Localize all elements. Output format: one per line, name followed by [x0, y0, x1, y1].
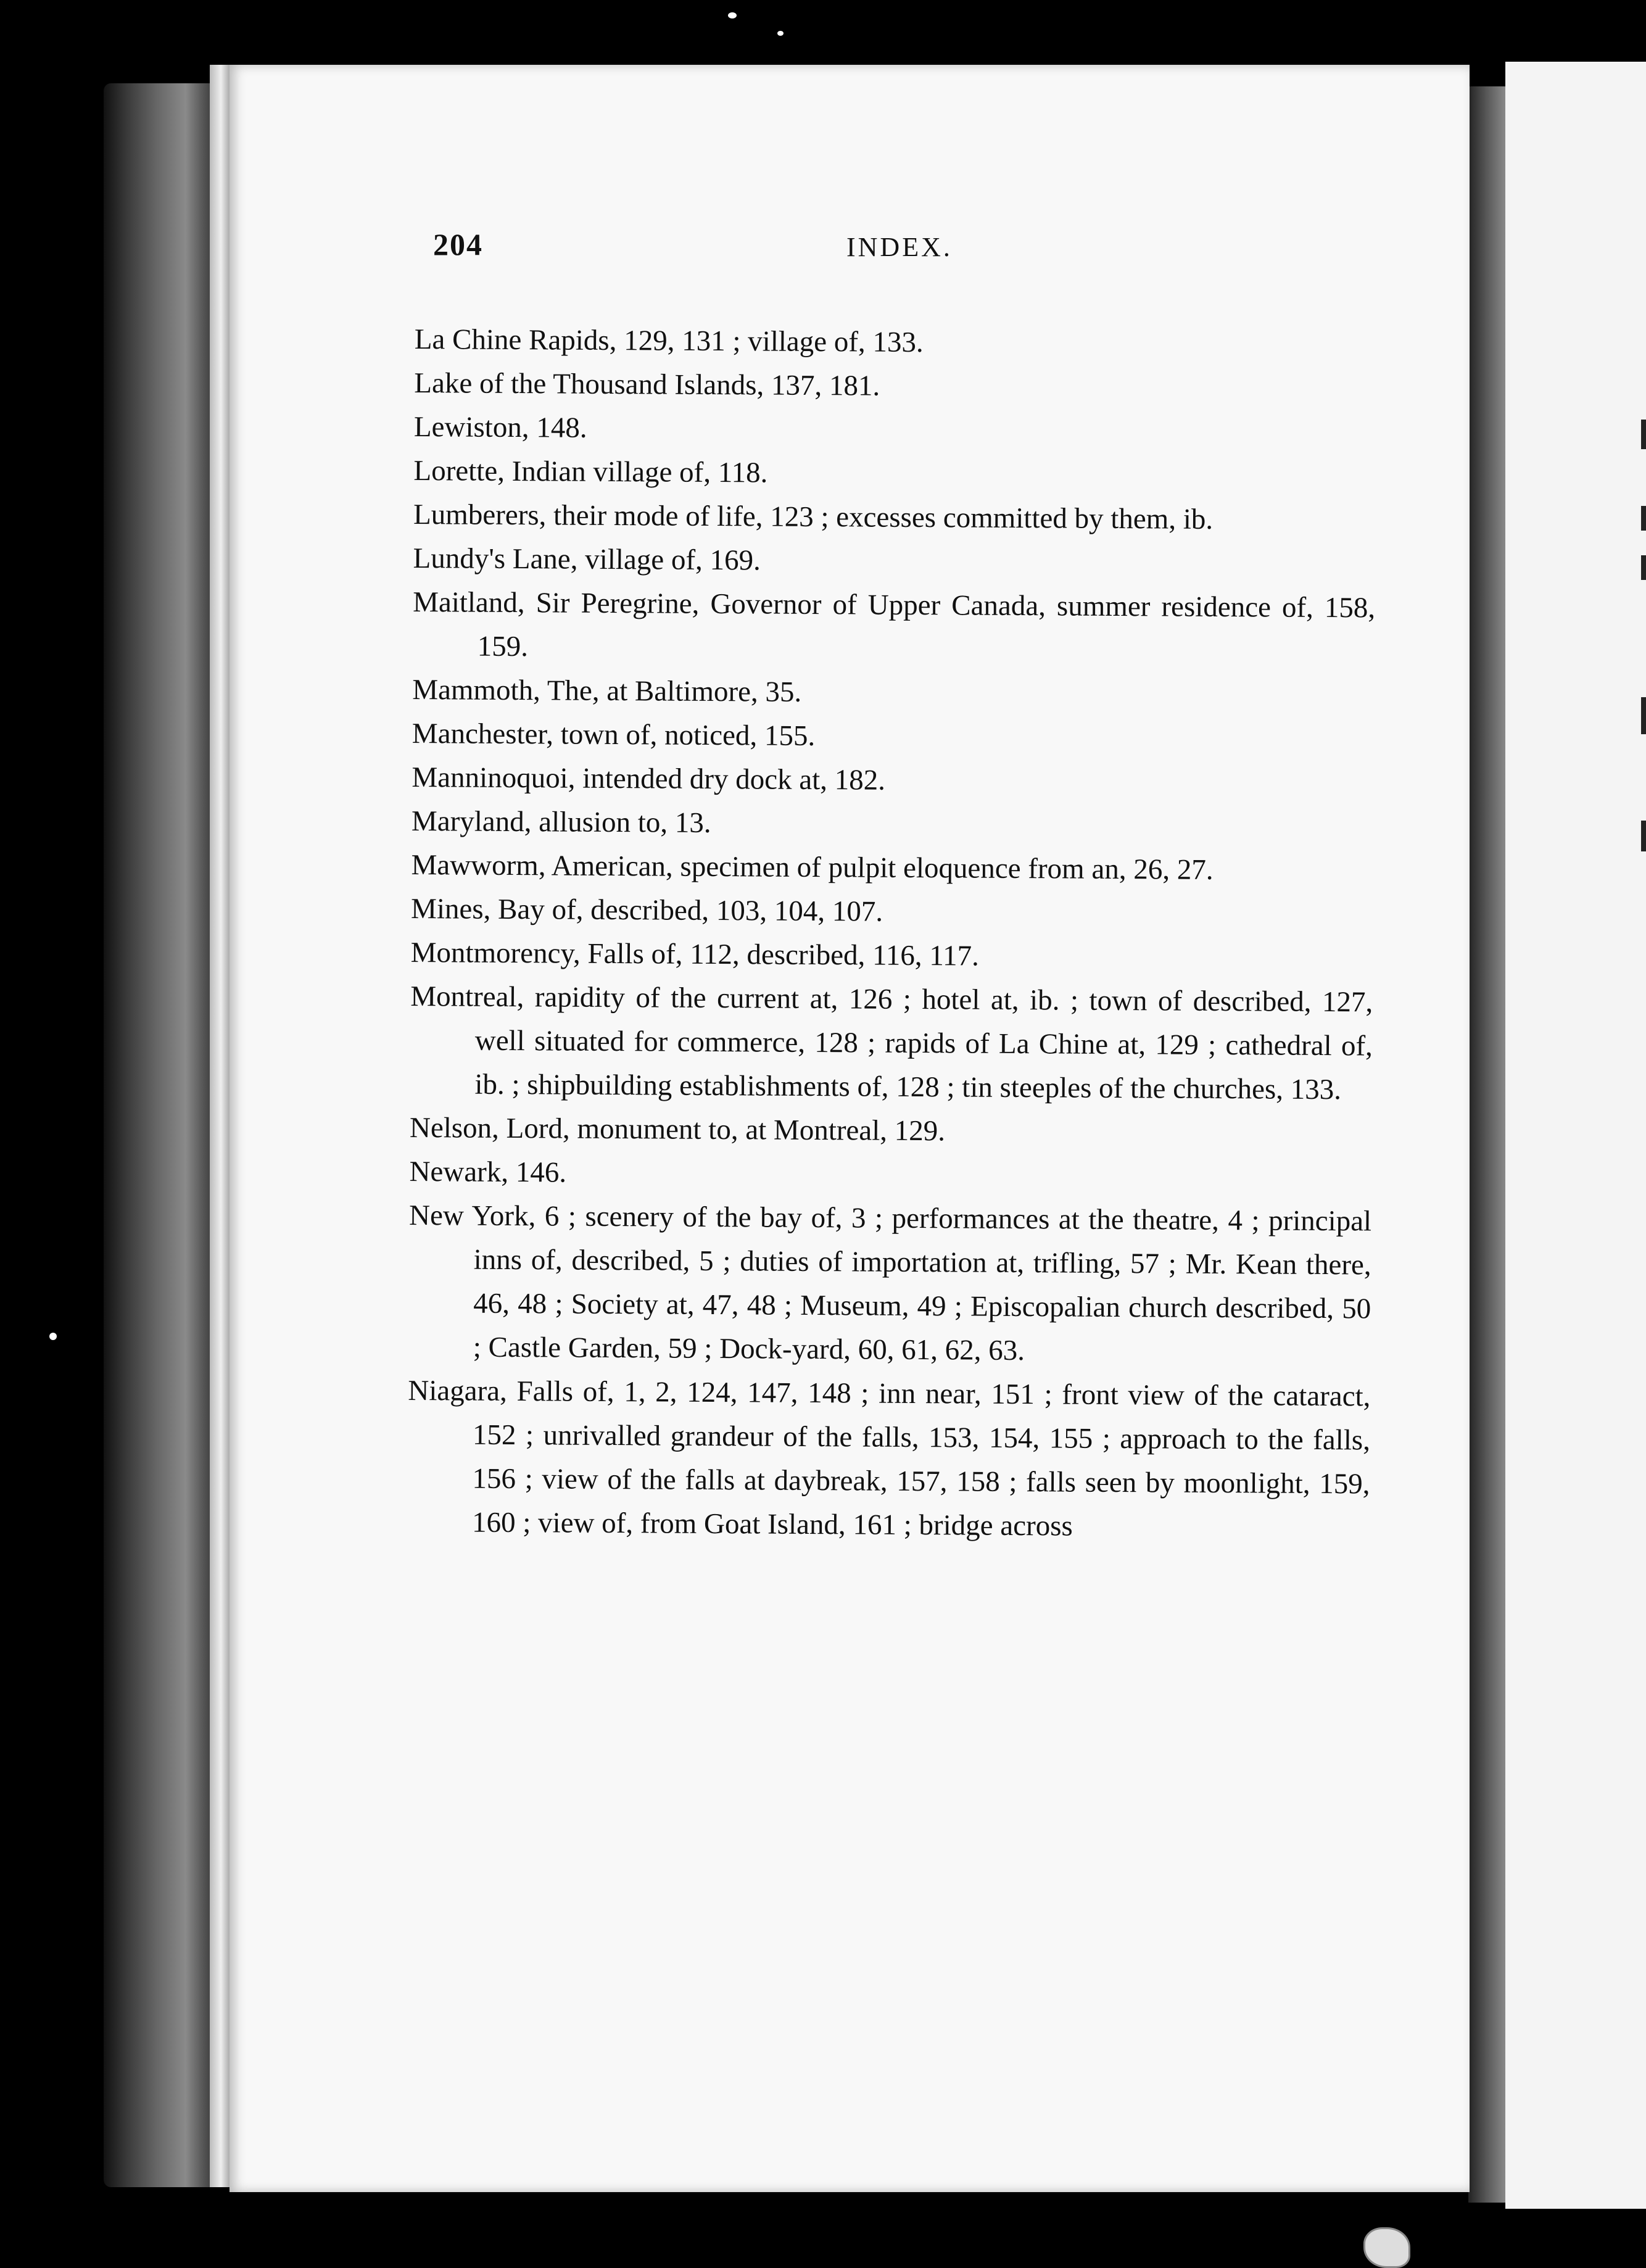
index-entry: Niagara, Falls of, 1, 2, 124, 147, 148 ; inn near, 151 ; front view of the cataract, 152 ; unrivalled grandeur of the falls, 153, 154, 155 ; approach to the falls, 156 ; view of the falls at daybreak, 157, 158 ; falls seen by moonlight, 159, 160 ; view of, from Goat Island, 161 ; bridge across — [408, 1374, 1371, 1542]
scan-speck — [777, 31, 784, 36]
page-stack-edge — [210, 65, 232, 2187]
index-entries — [407, 318, 1574, 1551]
facing-page-text-fragment — [1641, 821, 1646, 851]
index-entry: Maitland, Sir Peregrine, Governor of Upper Canada, summer residence of, 158, 159. — [413, 586, 1376, 663]
index-entry: New York, 6 ; scenery of the bay of, 3 ; performances at the theatre, 4 ; principal inns of, described, 5 ; duties of importation at, trifling, 57 ; Mr. Kean there, 46, 48 ; Society at, 47, 48 ; Museum, 49 ; Episcopalian church described, 50 ; Castle Garden, 59 ; Dock-yard, 60, 61, 62, 63. — [408, 1199, 1372, 1367]
index-entry: Manninoquoi, intended dry dock at, 182. — [411, 761, 886, 797]
scan-speck — [728, 12, 737, 19]
facing-page-text-fragment — [1641, 420, 1646, 449]
scan-blemish — [1363, 2227, 1410, 2268]
book-page — [230, 65, 1470, 2192]
index-entry: Lorette, Indian village of, 118. — [413, 454, 768, 489]
index-entry: Montreal, rapidity of the current at, 126 ; hotel at, ib. ; town of described, 127, well situated for commerce, 128 ; rapids of La Chine at, 129 ; cathedral of, ib. ; shipbuilding establishments of, 128 ; tin steeples of the churches, 133. — [410, 980, 1373, 1106]
index-entry: Newark, 146. — [409, 1155, 567, 1189]
scan-speck — [49, 1333, 57, 1340]
facing-page-text-fragment — [1641, 697, 1646, 734]
index-entry: Nelson, Lord, monument to, at Montreal, 129. — [409, 1111, 946, 1148]
index-entry: Manchester, town of, noticed, 155. — [411, 717, 816, 752]
page-number: 204 — [433, 227, 483, 262]
index-entry: Mammoth, The, at Baltimore, 35. — [412, 673, 802, 708]
book-spine-edge — [104, 83, 221, 2187]
index-entry: Lundy's Lane, village of, 169. — [413, 542, 761, 577]
index-entry: Mines, Bay of, described, 103, 104, 107. — [410, 892, 883, 928]
index-entry: Lewiston, 148. — [413, 410, 587, 444]
index-entry: Lumberers, their mode of life, 123 ; excesses committed by them, ib. — [413, 498, 1214, 536]
index-entry: Maryland, allusion to, 13. — [411, 805, 711, 839]
index-entry: Montmorency, Falls of, 112, described, 116, 117. — [410, 936, 979, 972]
facing-page-text-fragment — [1641, 555, 1646, 580]
index-entry: Lake of the Thousand Islands, 137, 181. — [414, 366, 880, 402]
index-entry: La Chine Rapids, 129, 131 ; village of, 133. — [414, 323, 924, 359]
facing-page-text-fragment — [1641, 506, 1646, 531]
running-head: INDEX. — [846, 232, 953, 262]
page-header — [230, 226, 1470, 270]
index-entry: Mawworm, American, specimen of pulpit eloquence from an, 26, 27. — [411, 848, 1214, 886]
